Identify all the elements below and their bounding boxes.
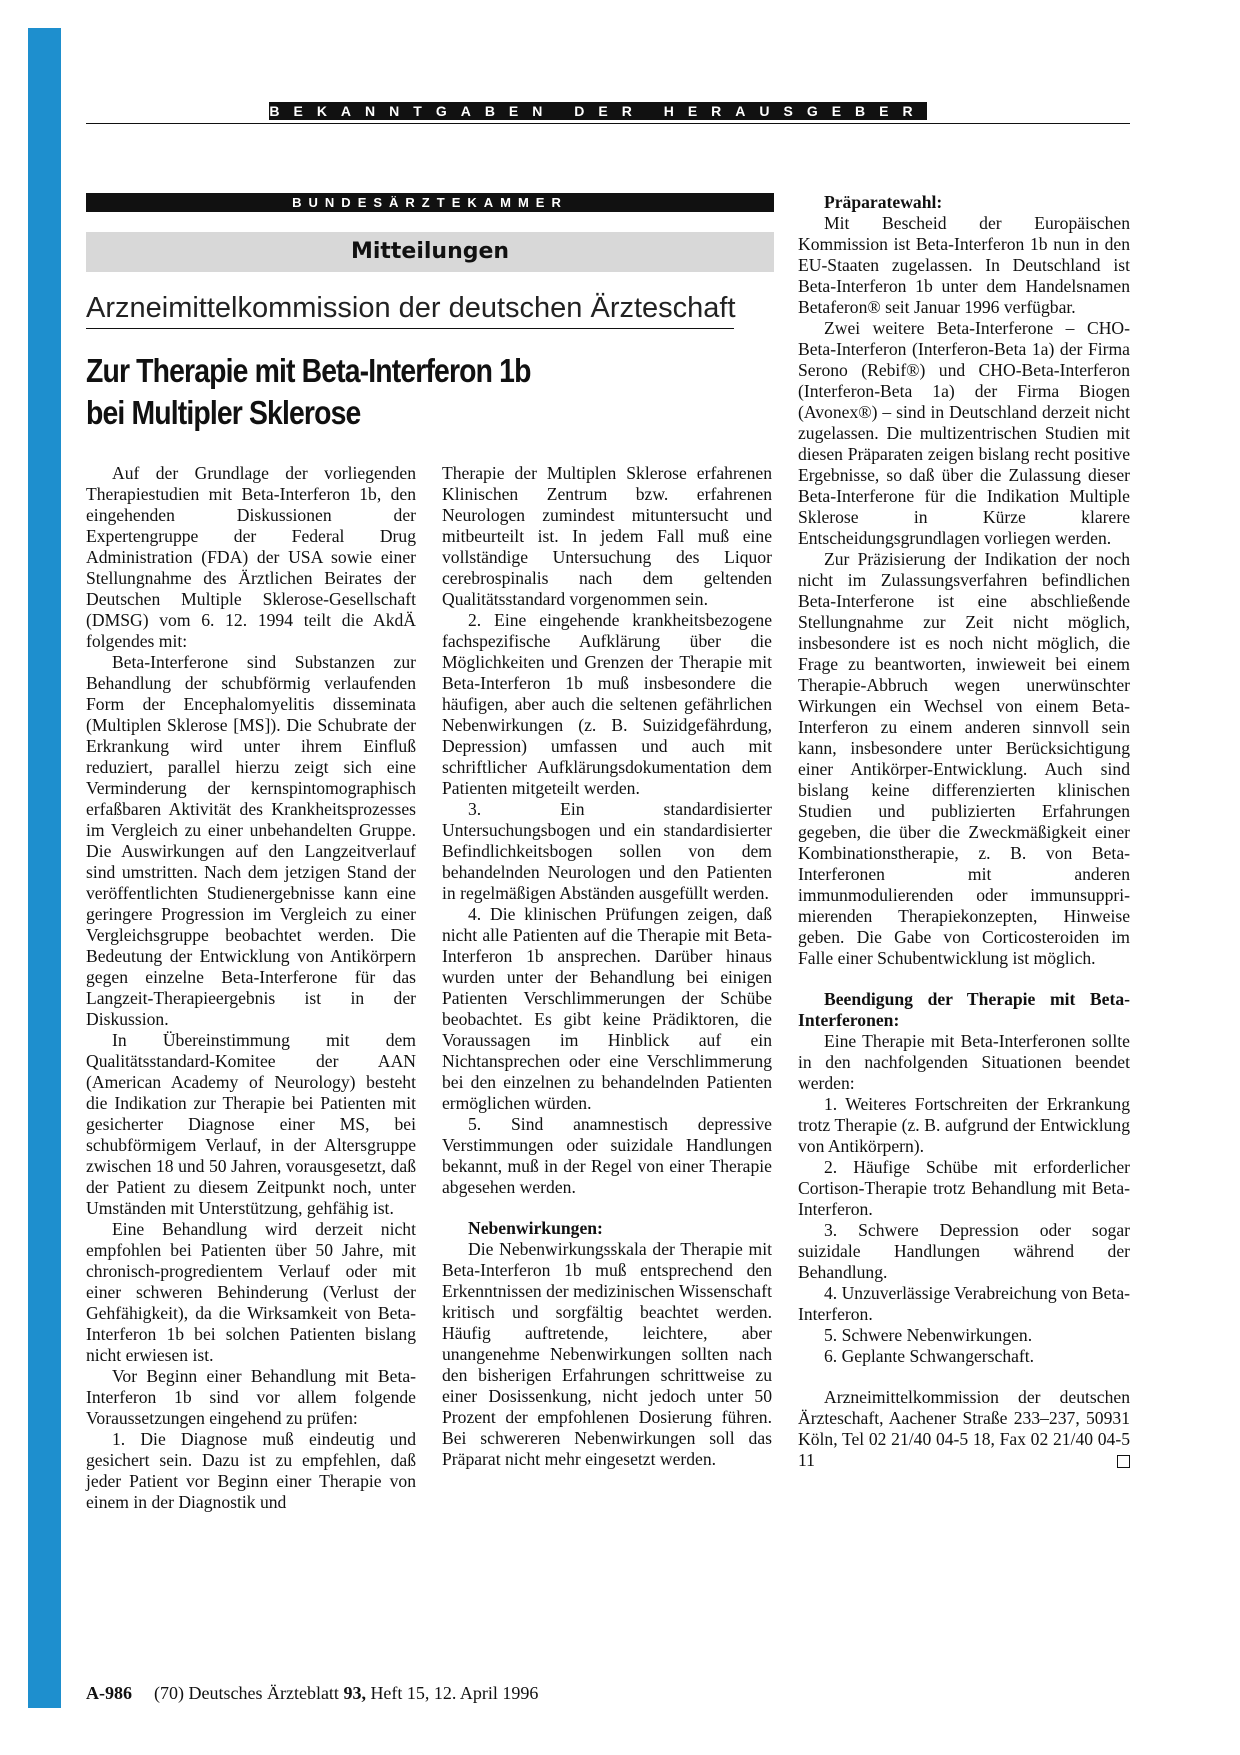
volume-number: 93, xyxy=(343,1683,366,1703)
citation-suffix: Heft 15, 12. April 1996 xyxy=(365,1683,539,1703)
org-label: BUNDESÄRZTEKAMMER xyxy=(86,193,774,212)
signature: Arzneimittelkommission der deutschen Ärzteschaft, Aachener Straße 233–237, 50931 Köln, Tel 02 21/40 04-5 18, Fax 02 21/40 04-5 11 xyxy=(798,1387,1130,1470)
rubric-title: Mitteilungen xyxy=(86,232,774,272)
paragraph: Therapie der Multiplen Sklerose erfahrenen Klinischen Zentrum bzw. erfahrenen Neurologen zumindest mituntersucht und mitbeurteilt ist. In jedem Fall muß eine vollständige Untersuchung des Liquor cerebrospinalis nach dem geltenden Qualitätsstandard vorgenommen sein. xyxy=(442,463,772,609)
paragraph: Beta-Interferone sind Substanzen zur Behandlung der schubförmig verlaufenden Form der Encephalomyelitis disseminata (Multiplen Sklerose [MS]). Die Schubrate der Erkrankung wird unter ihrem Einfluß reduziert, parallel hierzu zeigt sich eine Verminderung der kernspintomographisch erfaßbaren Aktivität des Krankheitsprozesses im Vergleich zu einer unbehandelten Gruppe. Die Auswirkungen auf den Langzeitverlauf sind umstritten. Nach dem jetzigen Stand der veröffentlichten Studienergebnisse kann eine geringere Progression im Vergleich zu einer Vergleichsgruppe beobachtet werden. Die Bedeutung der Entwicklung von Antikörpern gegen einzelne Beta-Interferone für das Langzeit-Therapieergebnis ist in der Diskussion. xyxy=(86,652,416,1029)
list-item: 3. Schwere Depression oder sogar suizidale Handlungen während der Behandlung. xyxy=(798,1220,1130,1282)
article-title-line-1: Zur Therapie mit Beta-Interferon 1b xyxy=(86,352,531,389)
paragraph: 2. Eine eingehende krankheitsbezogene fachspezifische Aufklärung über die Möglichkeiten und Grenzen der Therapie mit Beta-Interferon 1b muß insbesondere die häufigen, aber auch die seltenen gefährlichen Nebenwirkungen (z. B. Suizidgefährdung, Depression) umfassen und auch mit schriftlicher Aufklärungsdokumentation dem Patienten mitgeteilt werden. xyxy=(442,610,772,798)
citation-prefix: (70) Deutsches Ärzteblatt xyxy=(154,1683,344,1703)
paragraph: Vor Beginn einer Behandlung mit Beta-Interferon 1b sind vor allem folgende Voraussetzungen eingehend zu prüfen: xyxy=(86,1366,416,1428)
paragraph: Zur Präzisierung der Indikation der noch nicht im Zulassungsverfahren befindlichen Beta-Interferone ist eine abschließende Stellungnahme zur Zeit nicht möglich, insbesondere ist es noch nicht möglich, die Frage zu beantworten, inwieweit bei einem Therapie-Abbruch wegen unerwünschter Wirkungen ein Wechsel von einem Beta-Interferon zu einem anderen sinnvoll sein kann, insbesondere unter Berücksichtigung einer Antikörper-Entwicklung. Auch sind bislang keine differenzierten klinischen Studien und publizierten Erfahrungen gegeben, die über die Zweckmäßigkeit einer Kombinationstherapie, z. B. von Beta-Interferonen mit anderen immunmodulierenden oder immunsupprimierenden Therapiekonzepten, Hinweise geben. Die Gabe von Corticosteroiden im Falle einer Schubentwicklung ist möglich. xyxy=(798,549,1130,968)
subheading: Arzneimittelkommission der deutschen Ärzteschaft xyxy=(86,288,734,329)
article-title xyxy=(86,350,636,434)
paragraph: Eine Therapie mit Beta-Interferonen sollte in den nachfolgenden Situationen beendet werden: xyxy=(798,1031,1130,1093)
paragraph: Mit Bescheid der Europäischen Kommission ist Beta-Interferon 1b nun in den EU-Staaten zugelassen. In Deutschland ist Beta-Interferon 1b unter dem Handelsnamen Betaferon® seit Januar 1996 verfügbar. xyxy=(798,213,1130,317)
section-heading-praeparatewahl: Präparatewahl: xyxy=(824,192,943,212)
paragraph: Zwei weitere Beta-Interferone – CHO-Beta-Interferon (Interferon-Beta 1a) der Firma Serono (Rebif®) und CHO-Beta-Interferon (Interferon-Beta 1a) der Firma Biogen (Avonex®) – sind in Deutschland derzeit nicht zugelassen. Die multizentrischen Studien mit diesen Präparaten zeigen bislang recht positive Ergebnisse, so daß über die Zulassung dieser Beta-Interferone für die Indikation Multiple Sklerose in Kürze klarere Entscheidungsgrundlagen vorliegen werden. xyxy=(798,318,1130,548)
column-1 xyxy=(86,463,416,1513)
list-item: 6. Geplante Schwangerschaft. xyxy=(824,1346,1035,1366)
paragraph: 3. Ein standardisierter Untersuchungsbogen und ein standardisierter Befindlichkeitsbogen sollen von dem behandelnden Neurologen und den Patienten in regelmäßigen Abständen ausgefüllt werden. xyxy=(442,799,772,903)
paragraph: Auf der Grundlage der vorliegenden Therapiestudien mit Beta-Interferon 1b, den eingehenden Diskussionen der Expertengruppe der Federal Drug Administration (FDA) der USA sowie einer Stellungnahme des Ärztlichen Beirates der Deutschen Multiple Sklerose-Gesellschaft (DMSG) vom 6. 12. 1994 teilt die AkdÄ folgendes mit: xyxy=(86,463,416,651)
paragraph: Die Nebenwirkungsskala der Therapie mit Beta-Interferon 1b muß entsprechend den Erkenntnissen der medizinischen Wissenschaft kritisch und sorgfältig beachtet werden. Häufig auftretende, leichtere, aber unangenehme Nebenwirkungen sollten nach den bisherigen Erfahrungen schrittweise zu einer Dosissenkung, nicht jedoch unter 50 Prozent der empfohlenen Dosierung führen. Bei schwereren Nebenwirkungen soll das Präparat nicht mehr eingesetzt werden. xyxy=(442,1239,772,1469)
list-item: 4. Unzuverlässige Verabreichung von Beta-Interferon. xyxy=(798,1283,1130,1324)
end-mark-icon xyxy=(1117,1455,1130,1468)
section-header xyxy=(86,99,1130,124)
section-label: BEKANNTGABEN DER HERAUSGEBER xyxy=(269,103,927,119)
paragraph: In Übereinstimmung mit dem Qualitätsstandard-Komitee der AAN (American Academy of Neurology) besteht die Indikation zur Therapie bei Patienten mit gesicherter Diagnose einer MS, bei schubförmigem Verlauf, in der Altersgruppe zwischen 18 und 50 Jahren, vorausgesetzt, daß der Patient zu diesem Zeitpunkt noch, unter Umständen mit Unterstützung, gehfähig ist. xyxy=(86,1030,416,1218)
section-heading-nebenwirkungen: Nebenwirkungen: xyxy=(468,1218,603,1238)
paragraph: 5. Sind anamnestisch depressive Verstimmungen oder suizidale Handlungen bekannt, muß in der Regel von einer Therapie abgesehen werden. xyxy=(442,1114,772,1197)
page-footer xyxy=(86,1682,538,1704)
column-2 xyxy=(442,463,772,1470)
list-item: 5. Schwere Nebenwirkungen. xyxy=(824,1325,1033,1345)
paragraph: Eine Behandlung wird derzeit nicht empfohlen bei Patienten über 50 Jahre, mit chronisch-progredientem Verlauf oder mit einer schweren Behinderung (Verlust der Gehfähigkeit), da die Wirksamkeit von Beta-Interferon 1b bei solchen Patienten bislang nicht erwiesen ist. xyxy=(86,1219,416,1365)
list-item: 1. Weiteres Fortschreiten der Erkrankung trotz Therapie (z. B. aufgrund der Entwicklung von Antikörpern). xyxy=(798,1094,1130,1156)
section-heading-beendigung: Beendigung der Therapie mit Beta-Interferonen: xyxy=(798,989,1130,1030)
paragraph: 1. Die Diagnose muß eindeutig und gesichert sein. Dazu ist zu empfehlen, daß jeder Patient vor Beginn einer Therapie von einem in der Diagnostik und xyxy=(86,1429,416,1512)
side-color-bar xyxy=(28,28,61,1708)
page-number: A-986 xyxy=(86,1683,132,1703)
list-item: 2. Häufige Schübe mit erforderlicher Cortison-Therapie trotz Behandlung mit Beta-Interferon. xyxy=(798,1157,1130,1219)
column-3 xyxy=(798,192,1130,1471)
paragraph: 4. Die klinischen Prüfungen zeigen, daß nicht alle Patienten auf die Therapie mit Beta-Interferon 1b ansprechen. Darüber hinaus wurden unter der Behandlung bei einigen Patienten Verschlimmerungen der Schübe beobachtet. Es gibt keine Prädiktoren, die Voraussagen im Hinblick auf ein Nichtansprechen oder eine Verschlimmerung bei den einzelnen zu behandelnden Patienten ermöglichen würden. xyxy=(442,904,772,1113)
article-title-line-2: bei Multipler Sklerose xyxy=(86,394,361,431)
